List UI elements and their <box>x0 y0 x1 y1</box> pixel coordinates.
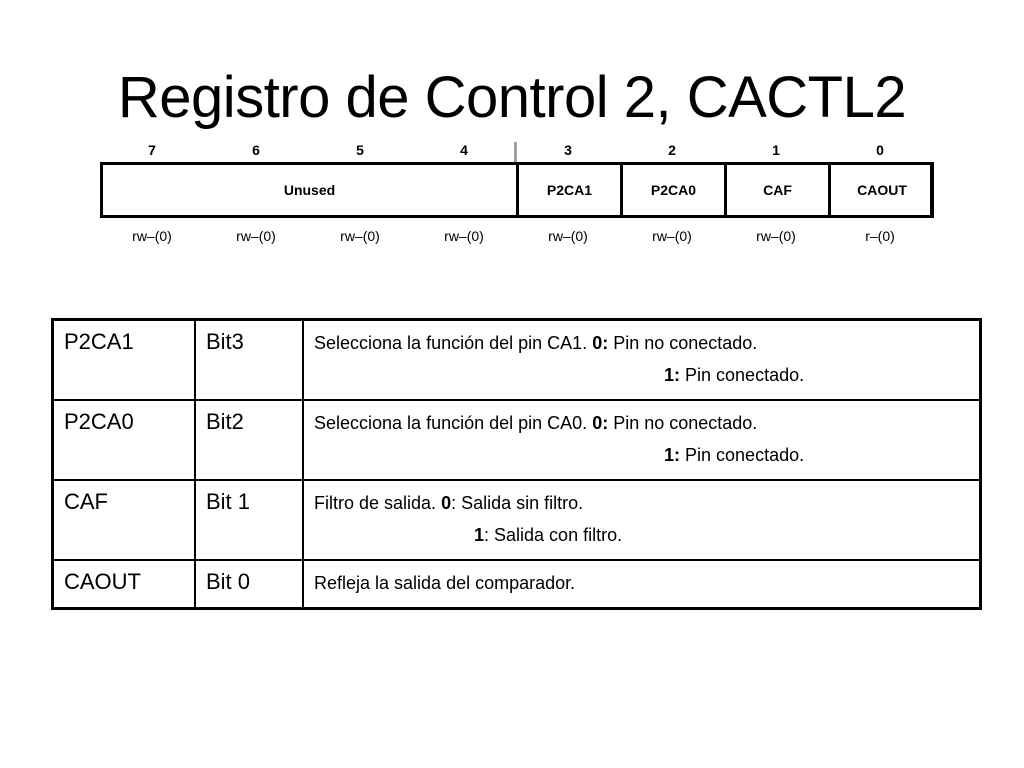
field-caf: CAF <box>724 165 828 215</box>
bit-cell: Bit 1 <box>195 480 303 560</box>
bit-number-row <box>100 140 934 160</box>
description-text: Refleja la salida del comparador. <box>314 573 576 593</box>
description-text: Selecciona la función del pin CA0. <box>314 413 593 433</box>
bit-description-table <box>51 318 982 610</box>
bit-number: 3 <box>564 142 572 158</box>
table-row <box>53 480 981 560</box>
field-name-cell: P2CA0 <box>53 400 196 480</box>
table-row <box>53 400 981 480</box>
access-label: rw–(0) <box>652 228 692 244</box>
description-line <box>314 487 969 519</box>
field-boundary-tick <box>514 142 517 162</box>
option-key: 0: <box>592 413 609 433</box>
access-label: rw–(0) <box>132 228 172 244</box>
access-row <box>100 226 934 246</box>
bit-number: 2 <box>668 142 676 158</box>
access-label: rw–(0) <box>548 228 588 244</box>
field-name-cell: P2CA1 <box>53 320 196 401</box>
table-row <box>53 560 981 609</box>
option-text: : Salida sin filtro. <box>451 493 584 513</box>
field-name-cell: CAOUT <box>53 560 196 609</box>
description-line <box>314 439 969 471</box>
access-label: rw–(0) <box>340 228 380 244</box>
description-line <box>314 519 969 551</box>
description-cell <box>303 400 981 480</box>
description-line <box>314 327 969 359</box>
option-key: 1: <box>664 445 681 465</box>
description-cell <box>303 480 981 560</box>
option-key: 0 <box>441 493 452 513</box>
description-line <box>314 407 969 439</box>
bit-number: 6 <box>252 142 260 158</box>
description-text: Selecciona la función del pin CA1. <box>314 333 593 353</box>
option-text: Pin no conectado. <box>608 333 758 353</box>
bit-number: 7 <box>148 142 156 158</box>
slide-title: Registro de Control 2, CACTL2 <box>117 65 907 130</box>
option-key: 0: <box>592 333 609 353</box>
option-text: : Salida con filtro. <box>484 525 623 545</box>
bit-number: 5 <box>356 142 364 158</box>
access-label: rw–(0) <box>444 228 484 244</box>
description-cell <box>303 320 981 401</box>
description-cell <box>303 560 981 609</box>
option-text: Pin conectado. <box>680 365 805 385</box>
bit-number: 0 <box>876 142 884 158</box>
field-name-cell: CAF <box>53 480 196 560</box>
field-unused: Unused <box>283 182 336 198</box>
description-line <box>314 567 969 599</box>
bit-cell: Bit2 <box>195 400 303 480</box>
bit-number: 4 <box>460 142 468 158</box>
field-p2ca1: P2CA1 <box>516 165 620 215</box>
bit-cell: Bit3 <box>195 320 303 401</box>
bit-number: 1 <box>772 142 780 158</box>
field-p2ca0: P2CA0 <box>620 165 724 215</box>
description-text: Filtro de salida. <box>314 493 442 513</box>
bit-cell: Bit 0 <box>195 560 303 609</box>
option-text: Pin conectado. <box>680 445 805 465</box>
option-text: Pin no conectado. <box>608 413 758 433</box>
access-label: rw–(0) <box>756 228 796 244</box>
access-label: rw–(0) <box>236 228 276 244</box>
description-line <box>314 359 969 391</box>
register-box <box>100 162 934 218</box>
field-caout: CAOUT <box>828 165 933 215</box>
access-label: r–(0) <box>865 228 895 244</box>
option-key: 1 <box>474 525 485 545</box>
table-row <box>53 320 981 401</box>
option-key: 1: <box>664 365 681 385</box>
